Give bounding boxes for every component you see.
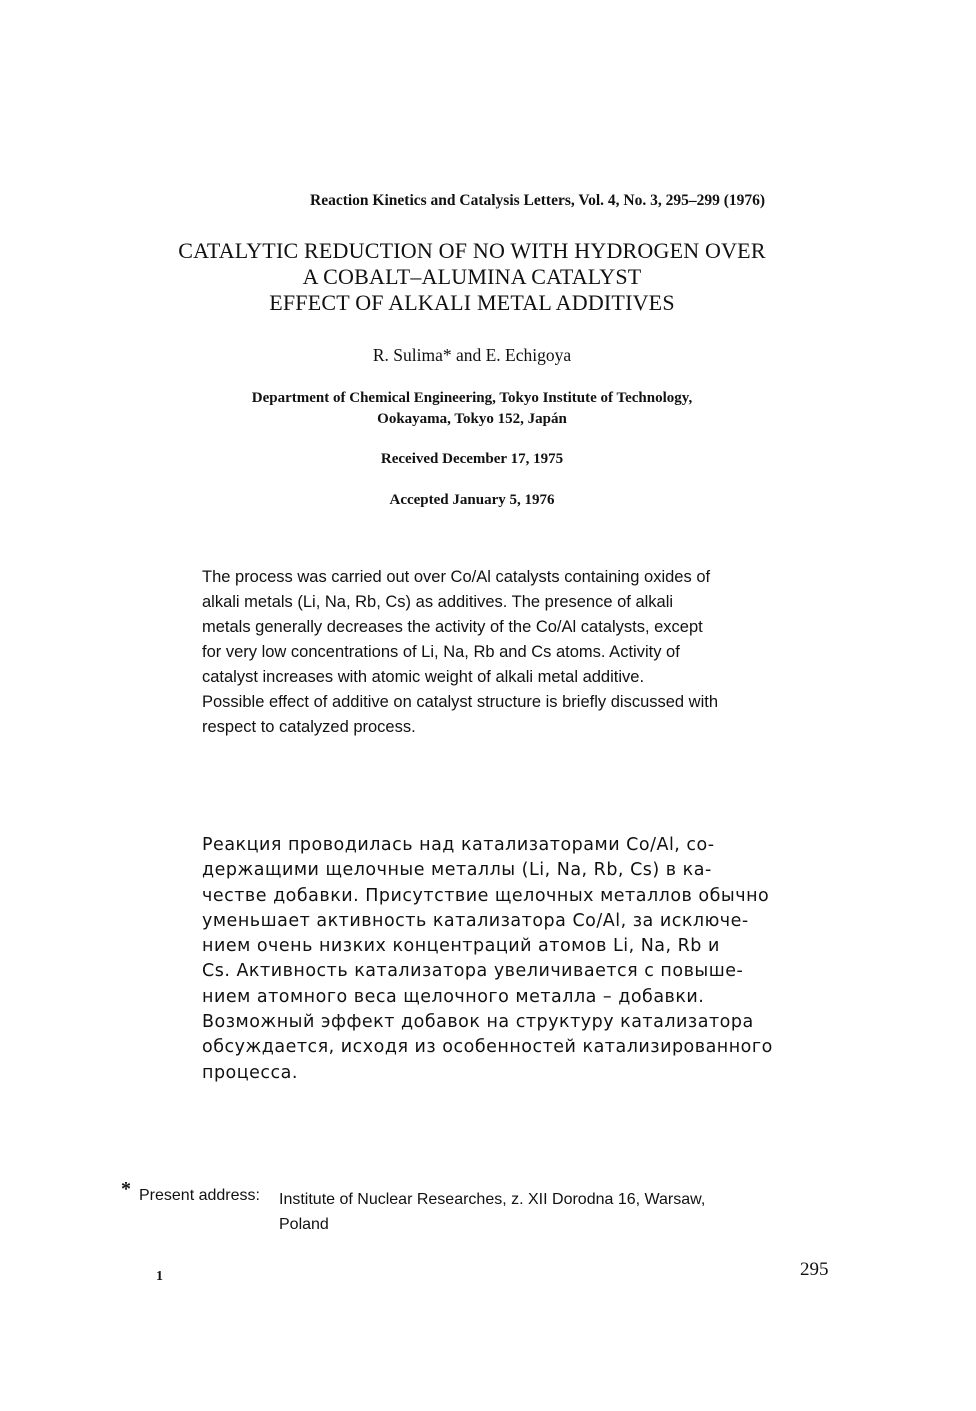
footnote-text xyxy=(279,1187,705,1237)
abstract-ru-line: держащими щелочные металлы (Li, Na, Rb, Cs) в ка- xyxy=(202,860,712,881)
title-line-1: CATALYTIC REDUCTION OF NO WITH HYDROGEN OVER xyxy=(178,238,766,263)
footnote-line-2: Poland xyxy=(279,1216,329,1233)
title-line-2: A COBALT–ALUMINA CATALYST xyxy=(302,264,642,289)
signature-mark: 1 xyxy=(156,1269,163,1284)
abstract-ru-line: уменьшает активность катализатора Co/Al, за исключе- xyxy=(202,910,749,931)
received-date: Received December 17, 1975 xyxy=(380,451,564,467)
abstract-english xyxy=(202,565,842,740)
article-title xyxy=(140,238,804,316)
affiliation-line-1: Department of Chemical Engineering, Tokyo Institute of Technology, xyxy=(251,390,693,406)
affiliation xyxy=(0,388,944,430)
abstract-russian xyxy=(202,833,872,1086)
footnote-marker: * xyxy=(121,1178,131,1200)
abstract-ru-line: Cs. Активность катализатора увеличивается с повыше- xyxy=(202,961,744,982)
abstract-ru-line: нием атомного веса щелочного металла – добавки. xyxy=(202,986,705,1007)
abstract-en-line: metals generally decreases the activity of the Co/Al catalysts, except xyxy=(202,618,703,636)
affiliation-line-2: Ookayama, Tokyo 152, Japán xyxy=(377,411,567,427)
abstract-en-line: catalyst increases with atomic weight of alkali metal additive. xyxy=(202,668,645,686)
accepted-date: Accepted January 5, 1976 xyxy=(389,492,555,508)
abstract-ru-line: честве добавки. Присутствие щелочных металлов обычно xyxy=(202,885,770,906)
page-number: 295 xyxy=(800,1259,829,1280)
abstract-en-line: Possible effect of additive on catalyst structure is briefly discussed with xyxy=(202,693,719,711)
authors: R. Sulima* and E. Echigoya xyxy=(372,345,572,365)
abstract-en-line: for very low concentrations of Li, Na, Rb and Cs atoms. Activity of xyxy=(202,643,680,661)
footnote-line-1: Institute of Nuclear Researches, z. XII Dorodna 16, Warsaw, xyxy=(279,1191,706,1208)
abstract-en-line: respect to catalyzed process. xyxy=(202,718,416,736)
footnote-label: Present address: xyxy=(139,1187,260,1204)
abstract-ru-line: Реакция проводилась над катализаторами Co/Al, со- xyxy=(202,835,715,855)
abstract-ru-line: обсуждается, исходя из особенностей катализированного xyxy=(202,1037,773,1058)
abstract-ru-line: нием очень низких концентраций атомов Li, Na, Rb и xyxy=(202,936,720,957)
abstract-en-line: alkali metals (Li, Na, Rb, Cs) as additives. The presence of alkali xyxy=(202,593,674,611)
abstract-ru-line: процесса. xyxy=(202,1062,298,1083)
abstract-ru-line: Возможный эффект добавок на структуру катализатора xyxy=(202,1012,754,1033)
abstract-en-line: The process was carried out over Co/Al catalysts containing oxides of xyxy=(202,568,711,586)
journal-citation: Reaction Kinetics and Catalysis Letters, Vol. 4, No. 3, 295–299 (1976) xyxy=(310,192,766,209)
title-line-3: EFFECT OF ALKALI METAL ADDITIVES xyxy=(269,290,675,315)
